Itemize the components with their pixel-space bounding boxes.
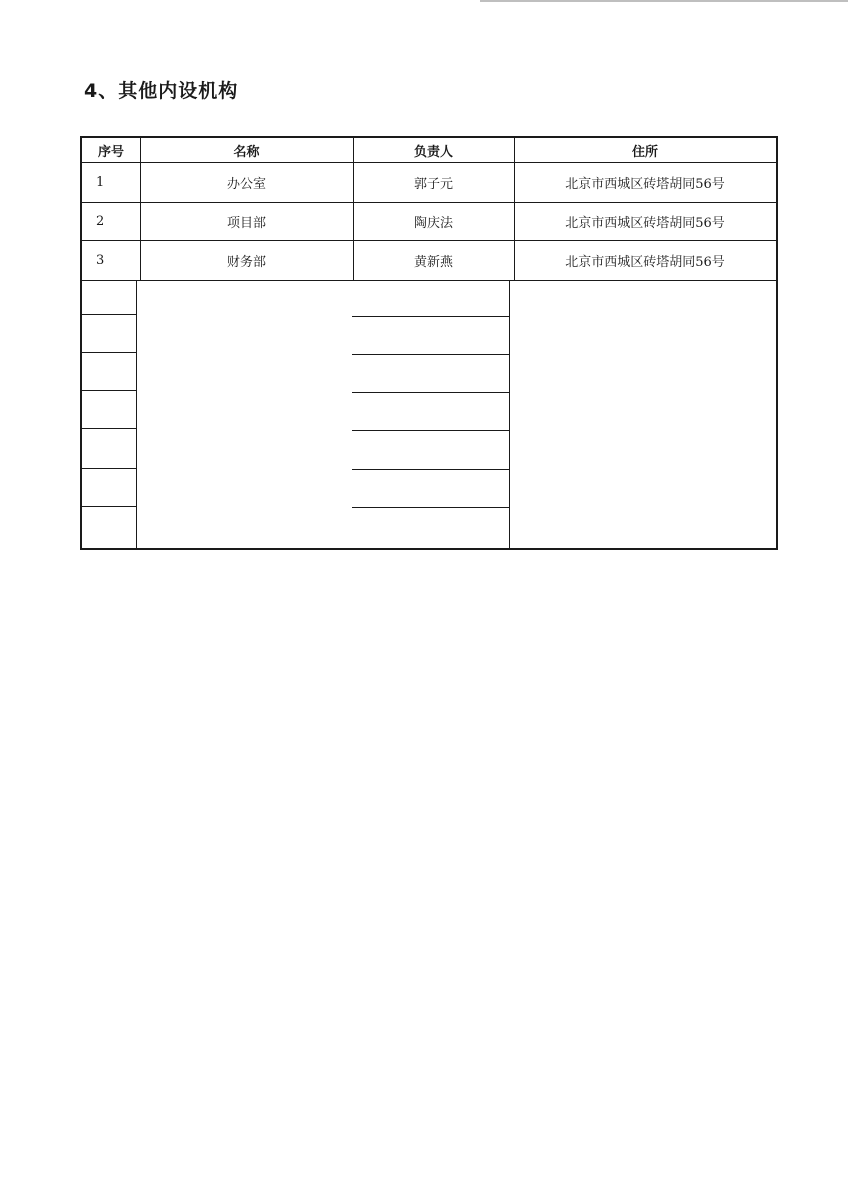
row-1-name: 办公室 <box>226 176 266 192</box>
blank-person-line <box>352 316 510 317</box>
blank-person-line <box>352 354 510 355</box>
blank-index-line <box>82 390 136 391</box>
row-3-person: 黄新燕 <box>413 254 453 270</box>
header-index: 序号 <box>97 144 124 160</box>
blank-index-line <box>82 506 136 507</box>
row-3-address: 北京市西城区砖塔胡同56号 <box>565 254 725 270</box>
row-2-person: 陶庆法 <box>413 215 453 231</box>
row-3-name: 财务部 <box>226 254 266 270</box>
blank-index-line <box>82 314 136 315</box>
col-divider-1-lower <box>136 280 137 548</box>
row-2-name: 项目部 <box>226 215 266 231</box>
row-1-index: 1 <box>96 174 105 190</box>
row-3-index: 3 <box>96 252 105 268</box>
blank-index-line <box>82 352 136 353</box>
section-heading: 4、其他内设机构 <box>84 80 239 102</box>
header-address: 住所 <box>631 144 658 160</box>
blank-person-line <box>352 430 510 431</box>
row-divider-3 <box>82 280 776 281</box>
header-person: 负责人 <box>413 144 453 160</box>
row-1-address: 北京市西城区砖塔胡同56号 <box>565 176 725 192</box>
blank-person-line <box>352 469 510 470</box>
row-1-person: 郭子元 <box>413 176 453 192</box>
scan-edge-line <box>480 0 848 2</box>
blank-index-line <box>82 428 136 429</box>
row-2-index: 2 <box>96 213 105 229</box>
header-name: 名称 <box>233 144 260 160</box>
blank-person-line <box>352 507 510 508</box>
institutions-table <box>80 136 778 550</box>
blank-person-line <box>352 392 510 393</box>
row-2-address: 北京市西城区砖塔胡同56号 <box>565 215 725 231</box>
blank-index-line <box>82 468 136 469</box>
